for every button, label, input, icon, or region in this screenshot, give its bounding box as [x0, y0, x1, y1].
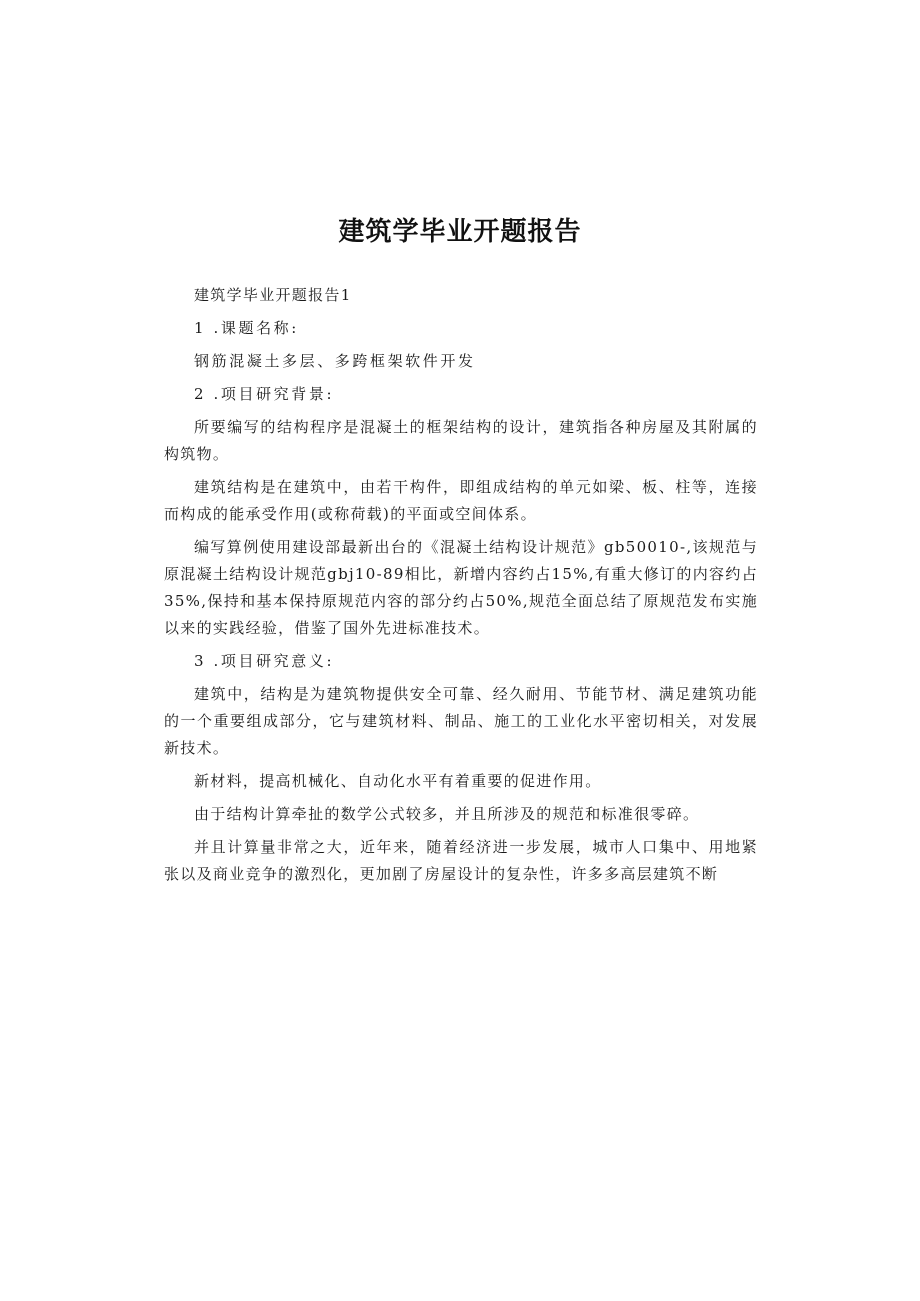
- document-title: 建筑学毕业开题报告: [338, 217, 582, 247]
- paragraph-section-2-heading: 2 .项目研究背景:: [194, 385, 335, 403]
- paragraph-section-3-heading: 3 .项目研究意义:: [194, 652, 335, 670]
- paragraph-section-1-heading: 1 .课题名称:: [194, 319, 299, 337]
- paragraph-topic-name: 钢筋混凝土多层、多跨框架软件开发: [194, 352, 476, 370]
- paragraph-significance-3: 由于结构计算牵扯的数学公式较多，并且所涉及的规范和标准很零碎。: [194, 805, 700, 823]
- paragraph-background-1: 所要编写的结构程序是混凝土的框架结构的设计，建筑指各种房屋及其附属的构筑物。: [164, 418, 758, 463]
- document-body: [164, 282, 758, 894]
- paragraph-significance-2: 新材料，提高机械化、自动化水平有着重要的促进作用。: [194, 772, 602, 790]
- paragraph-report-label: 建筑学毕业开题报告1: [194, 286, 352, 304]
- paragraph-significance-1: 建筑中，结构是为建筑物提供安全可靠、经久耐用、节能节材、满足建筑功能的一个重要组成部分，它与建筑材料、制品、施工的工业化水平密切相关，对发展新技术。: [164, 685, 758, 757]
- paragraph-significance-4: 并且计算量非常之大，近年来，随着经济进一步发展，城市人口集中、用地紧张以及商业竞争的激烈化，更加剧了房屋设计的复杂性，许多多高层建筑不断: [164, 838, 758, 883]
- paragraph-background-3: 编写算例使用建设部最新出台的《混凝土结构设计规范》gb50010-,该规范与原混凝土结构设计规范gbj10-89相比，新增内容约占15%,有重大修订的内容约占35%,保持和基本保持原规范内容的部分约占50%,规范全面总结了原规范发布实施以来的实践经验，借鉴了国外先进标准技术。: [164, 538, 758, 637]
- paragraph-background-2: 建筑结构是在建筑中，由若干构件，即组成结构的单元如梁、板、柱等，连接而构成的能承受作用(或称荷载)的平面或空间体系。: [164, 478, 758, 523]
